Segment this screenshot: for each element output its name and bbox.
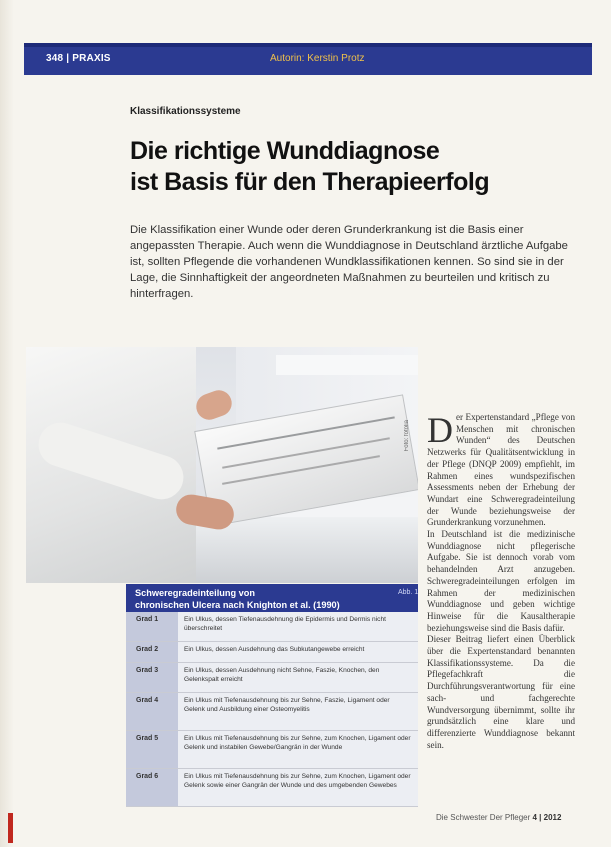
page-section-label: 348 | PRAXIS	[46, 53, 111, 64]
kicker: Klassifikationssysteme	[130, 106, 241, 117]
table-row	[126, 731, 418, 769]
title-line-1: Die richtige Wunddiagnose	[130, 137, 440, 165]
desc-cell: Ein Ulkus mit Tiefenausdehnung bis zur Sehne, zum Knochen, Ligament oder Gelenk sowie einer Gangrän der Wunde und des umgebenden Gewebes	[178, 769, 418, 806]
author-label: Autorin: Kerstin Protz	[270, 53, 365, 64]
journal-name: Die Schwester Der Pfleger	[436, 813, 531, 822]
desc-cell: Ein Ulkus mit Tiefenausdehnung bis zur Sehne, Faszie, Ligament oder Gelenk und Ausbildung einer Osteomyelitis	[178, 693, 418, 730]
page-footer	[436, 813, 561, 822]
issue-number: 4 | 2012	[532, 813, 562, 822]
grade-cell: Grad 4	[126, 693, 178, 730]
grade-cell: Grad 2	[126, 642, 178, 662]
title-line-2: ist Basis für den Therapieerfolg	[130, 168, 490, 196]
photo-credit: Foto: fotolia	[404, 420, 410, 452]
photo-shelf	[276, 355, 418, 375]
body-paragraph: Dieser Beitrag liefert einen Überblick über die Expertenstandard benannten Klassifikationssysteme. Da die Pflegefachkraft die Durchführungsverantwortung für eine sach- und fachgerechte Wundversorgung übernimmt, sollte ihr grundsätzlich eine klare und differenzierte Wunddiagnose bekannt sein.	[427, 634, 575, 750]
page-edge	[0, 0, 14, 847]
grade-cell: Grad 3	[126, 663, 178, 692]
body-column	[427, 412, 575, 751]
desc-cell: Ein Ulkus, dessen Tiefenausdehnung die Epidermis und Dermis nicht überschreitet	[178, 612, 418, 641]
desc-cell: Ein Ulkus, dessen Ausdehnung nicht Sehne, Faszie, Knochen, den Gelenkspalt erreicht	[178, 663, 418, 692]
grade-cell: Grad 5	[126, 731, 178, 768]
body-paragraph: er Expertenstandard „Pflege von Menschen mit chronischen Wunden“ des Deutschen Netzwerks für Qualitätsentwicklung in der Pflege (DNQP 2009) empfiehlt, im Rahmen eines wundspezifischen Assessments neben der Erhebung der Wundart eine Schweregradeinteilung der Wunde beziehungsweise der Grunderkrankung vorzunehmen.	[427, 412, 575, 528]
table-row	[126, 693, 418, 731]
table-row	[126, 663, 418, 693]
nurse-photo	[26, 347, 418, 583]
table-row	[126, 612, 418, 642]
lead-paragraph: Die Klassifikation einer Wunde oder deren Grunderkrankung ist die Basis einer angepassten Therapie. Auch wenn die Wunddiagnose in Deutschland ärztliche Aufgabe ist, sollten Pflegende die vorhandenen Wundklassifikationen kennen. So sind sie in der Lage, die Sinnhaftigkeit der angeordneten Maßnahmen zu beurteilen und kritisch zu hinterfragen.	[130, 224, 568, 300]
red-margin-mark	[8, 813, 13, 843]
table-row	[126, 769, 418, 807]
drop-cap: D	[427, 410, 453, 450]
desc-cell: Ein Ulkus mit Tiefenausdehnung bis zur Sehne, zum Knochen, Ligament oder Gelenk und instabilen Gewebe/Gangrän in der Wunde	[178, 731, 418, 768]
desc-cell: Ein Ulkus, dessen Ausdehnung das Subkutangewebe erreicht	[178, 642, 418, 662]
severity-table	[126, 612, 418, 807]
article-title	[130, 136, 550, 198]
table-figure-tag: Abb. 1	[398, 589, 419, 596]
table-title-line-2: chronischen Ulcera nach Knighton et al. (1990)	[135, 600, 340, 610]
table-row	[126, 642, 418, 663]
body-paragraph: In Deutschland ist die medizinische Wunddiagnose nicht pflegerische Aufgabe. Sie ist dennoch vorab vom behandelnden Arzt anzugeben. Schweregradeinteilungen erfolgen im Rahmen der medizinischen Wunddiagnose und geben wichtige Hinweise für die Kausaltherapie beziehungsweise sind die Basis dafür.	[427, 529, 575, 633]
grade-cell: Grad 6	[126, 769, 178, 806]
photo-hand	[193, 387, 236, 424]
grade-cell: Grad 1	[126, 612, 178, 641]
table-title-line-1: Schweregradeinteilung von	[135, 588, 255, 598]
